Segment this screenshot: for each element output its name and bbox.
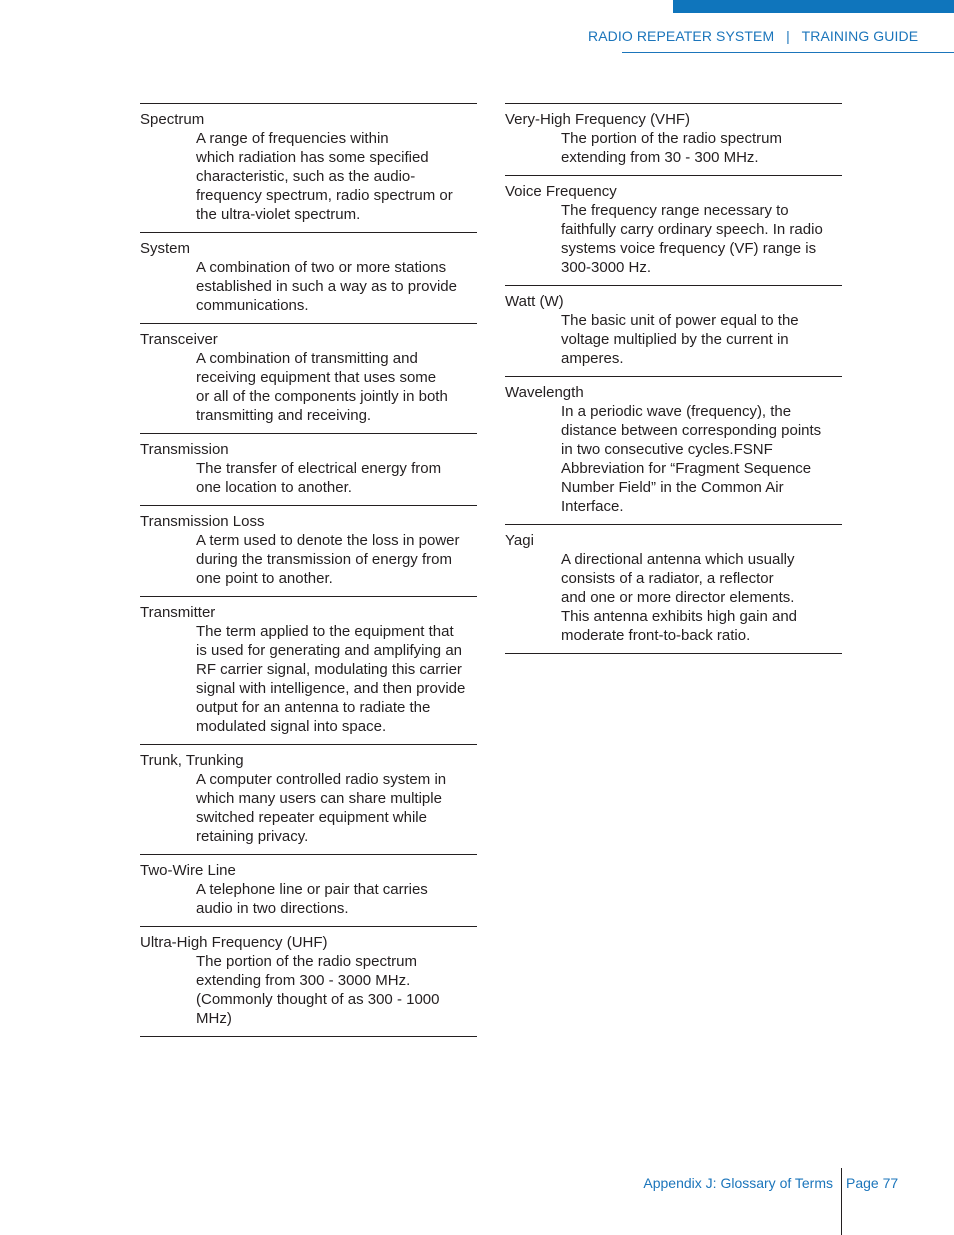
glossary-entry [505, 104, 842, 176]
glossary-definition: A range of frequencies within which radiation has some specified characteristic, such as the audio- frequency spectrum, radio spectrum or the ultra-violet spectrum. [196, 130, 453, 223]
glossary-definition: A computer controlled radio system in which many users can share multiple switched repeater equipment while retaining privacy. [196, 771, 447, 845]
glossary-term: Wavelength [505, 384, 584, 401]
glossary-entry [140, 597, 477, 745]
glossary-definition: The term applied to the equipment that is used for generating and amplifying an RF carrier signal, modulating this carrier signal with intelligence, and then provide output for an antenna to radiate the modulated signal into space. [196, 623, 466, 735]
glossary-entry [505, 377, 842, 525]
glossary-column-right [505, 103, 842, 654]
glossary-entry [505, 286, 842, 377]
glossary-column-left [140, 103, 477, 1037]
glossary-definition: A term used to denote the loss in power during the transmission of energy from one point to another. [196, 532, 460, 587]
glossary-definition: A directional antenna which usually consists of a radiator, a reflector and one or more director elements. This antenna exhibits high gain and moderate front-to-back ratio. [561, 551, 798, 644]
glossary-definition: A combination of transmitting and receiving equipment that uses some or all of the components jointly in both transmitting and receiving. [196, 350, 448, 424]
glossary-entry [140, 324, 477, 434]
glossary-definition: The transfer of electrical energy from one location to another. [196, 460, 442, 496]
glossary-term: Transmitter [140, 604, 216, 621]
glossary-definition: The frequency range necessary to faithfully carry ordinary speech. In radio systems voice frequency (VF) range is 300-3000 Hz. [561, 202, 823, 276]
glossary-term: Spectrum [140, 111, 205, 128]
glossary-term: Transceiver [140, 331, 218, 348]
glossary-definition: A combination of two or more stations established in such a way as to provide communications. [196, 259, 457, 314]
glossary-entry [140, 104, 477, 233]
glossary-entry [505, 176, 842, 286]
glossary-definition: In a periodic wave (frequency), the distance between corresponding points in two consecutive cycles.FSNF Abbreviation for “Fragment Sequence Number Field” in the Common Air Interface. [561, 403, 822, 515]
glossary-definition: The portion of the radio spectrum extending from 30 - 300 MHz. [561, 130, 782, 166]
glossary-term: Watt (W) [505, 293, 564, 310]
glossary-definition: The portion of the radio spectrum extending from 300 - 3000 MHz. (Commonly thought of as 300 - 1000 MHz) [196, 953, 440, 1027]
glossary-term: Transmission Loss [140, 513, 265, 530]
glossary-definition: The basic unit of power equal to the voltage multiplied by the current in amperes. [561, 312, 799, 367]
glossary-term: Transmission [140, 441, 229, 458]
glossary-entry [140, 855, 477, 927]
glossary-term: Ultra-High Frequency (UHF) [140, 934, 328, 951]
glossary-entry [140, 927, 477, 1037]
running-header: RADIO REPEATER SYSTEM | TRAINING GUIDE [588, 28, 919, 44]
header-rule [622, 52, 954, 53]
glossary-term: System [140, 240, 191, 257]
glossary-entry [140, 745, 477, 855]
glossary-entry [140, 233, 477, 324]
glossary-term: Two-Wire Line [140, 862, 236, 879]
glossary-term: Yagi [505, 532, 534, 549]
page-number: Page 77 [846, 1175, 899, 1191]
glossary-term: Very-High Frequency (VHF) [505, 111, 691, 128]
glossary-entry [140, 434, 477, 506]
header-accent-bar [673, 0, 954, 13]
glossary-term: Voice Frequency [505, 183, 617, 200]
footer-section-title: Appendix J: Glossary of Terms [643, 1175, 833, 1191]
glossary-entry [140, 506, 477, 597]
glossary-entry [505, 525, 842, 654]
glossary-term: Trunk, Trunking [140, 752, 244, 769]
glossary-definition: A telephone line or pair that carries audio in two directions. [196, 881, 428, 917]
footer-divider [841, 1168, 842, 1235]
